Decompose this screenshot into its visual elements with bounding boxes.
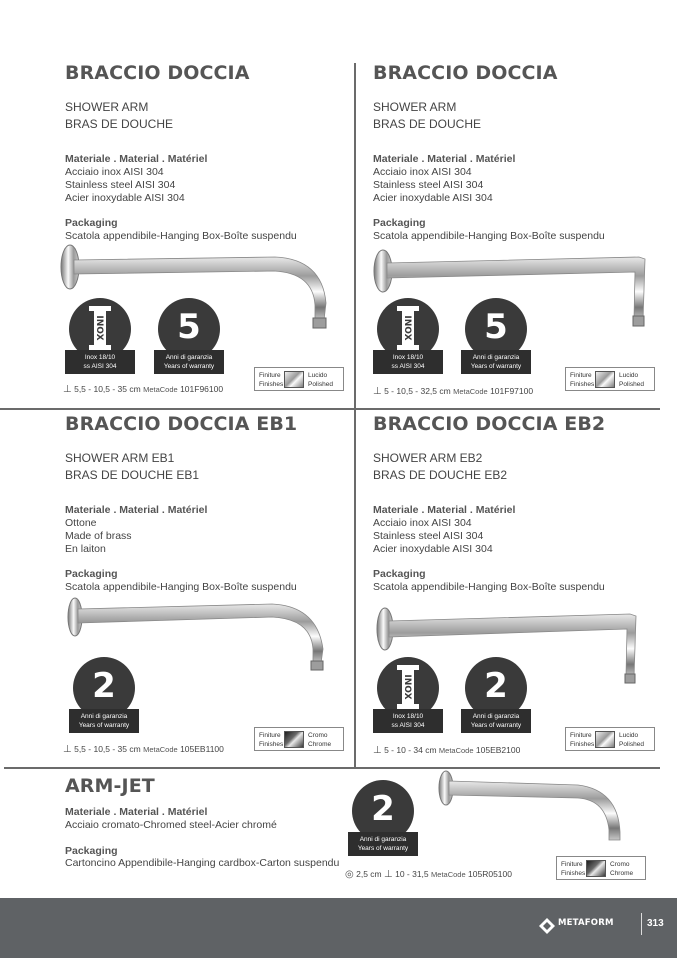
measures-row xyxy=(63,744,224,755)
measures: 5,5 - 10,5 - 35 cm xyxy=(74,744,141,754)
finish-name-en: Chrome xyxy=(308,741,332,748)
material-fr: En laiton xyxy=(65,543,106,555)
warranty-years: 5 xyxy=(177,307,201,347)
product-title: BRACCIO DOCCIA xyxy=(373,62,558,84)
svg-text:INOX: INOX xyxy=(402,674,412,700)
measures: 5,5 - 10,5 - 35 cm xyxy=(74,384,141,394)
warranty-years: 2 xyxy=(92,666,116,706)
finish-box xyxy=(565,367,655,391)
product-subtitle-en: SHOWER ARM xyxy=(65,100,149,114)
product-subtitle-en: SHOWER ARM xyxy=(373,100,457,114)
material-heading: Materiale . Material . Matériel xyxy=(373,504,516,516)
warranty-label-en: Years of warranty xyxy=(470,722,522,729)
footer-separator xyxy=(641,913,642,935)
metacode: 105EB1100 xyxy=(180,744,224,754)
warranty-label-en: Years of warranty xyxy=(470,363,522,370)
warranty-label-it: Anni di garanzia xyxy=(359,836,407,843)
finish-label-it: Finiture xyxy=(561,861,583,868)
measures-row xyxy=(63,384,223,395)
product-title: ARM-JET xyxy=(65,775,155,797)
metacode-label: MetaCode xyxy=(438,746,474,755)
packaging-text: Scatola appendibile-Hanging Box-Boîte suspendu xyxy=(65,581,297,593)
inox-grade: Inox 18/10 xyxy=(392,713,424,720)
packaging-heading: Packaging xyxy=(65,217,118,229)
finish-swatch-chrome xyxy=(284,731,304,748)
finish-name-en: Polished xyxy=(619,741,644,748)
product-subtitle-en: SHOWER ARM EB1 xyxy=(65,451,175,465)
warranty-years: 2 xyxy=(484,666,508,706)
packaging-heading: Packaging xyxy=(65,568,118,580)
packaging-heading: Packaging xyxy=(373,217,426,229)
diameter: 2,5 cm xyxy=(356,869,382,879)
packaging-heading: Packaging xyxy=(65,845,118,857)
finish-name-en: Chrome xyxy=(610,870,634,877)
packaging-text: Scatola appendibile-Hanging Box-Boîte suspendu xyxy=(65,230,297,242)
page-number: 313 xyxy=(647,918,664,929)
finish-name-it: Cromo xyxy=(610,861,630,868)
measures: 5 - 10 - 34 cm xyxy=(384,745,437,755)
metacode-label: MetaCode xyxy=(431,870,466,879)
material-it: Acciaio inox AISI 304 xyxy=(373,517,472,529)
inox-grade: Inox 18/10 xyxy=(392,354,424,361)
finish-swatch-polished xyxy=(284,371,304,388)
finish-box xyxy=(254,727,344,751)
finish-swatch-polished xyxy=(595,371,615,388)
metaform-logo xyxy=(539,916,555,936)
brand-name: METAFORM xyxy=(558,918,614,928)
diameter-icon: ◎ xyxy=(345,869,354,880)
packaging-heading: Packaging xyxy=(373,568,426,580)
warranty-badge xyxy=(461,298,531,373)
finish-name-en: Polished xyxy=(308,381,333,388)
warranty-years: 5 xyxy=(484,307,508,347)
warranty-label-it: Anni di garanzia xyxy=(165,354,213,361)
finish-label-it: Finiture xyxy=(570,372,592,379)
metacode: 101F96100 xyxy=(180,384,224,394)
arm-jet-image xyxy=(438,770,628,850)
warranty-badge xyxy=(348,780,418,855)
material-fr: Acier inoxydable AISI 304 xyxy=(65,192,185,204)
warranty-badge xyxy=(154,298,224,373)
finish-name-it: Cromo xyxy=(308,732,328,739)
finish-box xyxy=(556,856,646,880)
dimension-icon: ⊥ xyxy=(384,869,393,880)
metacode-label: MetaCode xyxy=(453,387,488,396)
material-heading: Materiale . Material . Matériel xyxy=(65,153,208,165)
finish-label-en: Finishes xyxy=(259,741,284,748)
warranty-label-it: Anni di garanzia xyxy=(472,713,520,720)
inox-icon xyxy=(397,306,419,350)
divider-horizontal-1 xyxy=(0,408,660,410)
metacode: 105EB2100 xyxy=(475,745,521,755)
inox-badge xyxy=(373,298,443,373)
material-text: Acciaio cromato-Chromed steel-Acier chromé xyxy=(65,819,277,831)
finish-box xyxy=(565,727,655,751)
inox-spec: ss AISI 304 xyxy=(83,363,117,370)
inox-spec: ss AISI 304 xyxy=(391,363,425,370)
material-fr: Acier inoxydable AISI 304 xyxy=(373,192,493,204)
warranty-label-en: Years of warranty xyxy=(357,845,409,852)
warranty-label-en: Years of warranty xyxy=(78,722,130,729)
packaging-text: Scatola appendibile-Hanging Box-Boîte suspendu xyxy=(373,581,605,593)
finish-label-en: Finishes xyxy=(259,381,284,388)
inox-badge xyxy=(373,657,443,732)
product-subtitle-fr: BRAS DE DOUCHE EB1 xyxy=(65,468,200,482)
product-subtitle-fr: BRAS DE DOUCHE xyxy=(65,117,174,131)
divider-horizontal-2 xyxy=(4,767,660,769)
packaging-text: Scatola appendibile-Hanging Box-Boîte suspendu xyxy=(373,230,605,242)
dimension-icon: ⊥ xyxy=(373,745,382,756)
dimension-icon: ⊥ xyxy=(373,386,382,397)
finish-swatch-polished xyxy=(595,731,615,748)
warranty-label-en: Years of warranty xyxy=(163,363,215,370)
metacode-label: MetaCode xyxy=(143,745,178,754)
finish-swatch-chrome xyxy=(586,860,606,877)
material-heading: Materiale . Material . Matériel xyxy=(65,806,208,818)
material-en: Stainless steel AISI 304 xyxy=(373,530,484,542)
warranty-label-it: Anni di garanzia xyxy=(472,354,520,361)
finish-label-en: Finishes xyxy=(570,381,595,388)
finish-label-it: Finiture xyxy=(570,732,592,739)
finish-box xyxy=(254,367,344,391)
material-en: Stainless steel AISI 304 xyxy=(373,179,484,191)
svg-text:INOX: INOX xyxy=(402,315,412,341)
page-footer xyxy=(0,898,677,958)
finish-name-en: Polished xyxy=(619,381,644,388)
warranty-years: 2 xyxy=(371,789,395,829)
product-subtitle-en: SHOWER ARM EB2 xyxy=(373,451,483,465)
warranty-label-it: Anni di garanzia xyxy=(80,713,128,720)
product-subtitle-fr: BRAS DE DOUCHE EB2 xyxy=(373,468,508,482)
dimension-icon: ⊥ xyxy=(63,384,72,395)
material-it: Acciaio inox AISI 304 xyxy=(65,166,164,178)
material-heading: Materiale . Material . Matériel xyxy=(65,504,208,516)
finish-name-it: Lucido xyxy=(308,372,328,379)
divider-vertical-mid xyxy=(354,409,356,767)
material-en: Stainless steel AISI 304 xyxy=(65,179,176,191)
divider-vertical-top xyxy=(354,63,356,408)
warranty-badge xyxy=(69,657,139,732)
product-title: BRACCIO DOCCIA EB1 xyxy=(65,413,298,435)
measures-row xyxy=(373,386,533,397)
material-heading: Materiale . Material . Matériel xyxy=(373,153,516,165)
finish-label-it: Finiture xyxy=(259,732,281,739)
material-fr: Acier inoxydable AISI 304 xyxy=(373,543,493,555)
finish-label-en: Finishes xyxy=(570,741,595,748)
metacode: 101F97100 xyxy=(490,386,534,396)
finish-name-it: Lucido xyxy=(619,372,639,379)
finish-name-it: Lucido xyxy=(619,732,639,739)
finish-label-it: Finiture xyxy=(259,372,281,379)
dimension-icon: ⊥ xyxy=(63,744,72,755)
measures-row xyxy=(373,745,520,756)
inox-grade: Inox 18/10 xyxy=(84,354,116,361)
inox-icon xyxy=(89,306,111,350)
measures: 5 - 10,5 - 32,5 cm xyxy=(384,386,451,396)
inox-spec: ss AISI 304 xyxy=(391,722,425,729)
inox-badge xyxy=(65,298,135,373)
metacode: 105R05100 xyxy=(468,869,512,879)
warranty-badge xyxy=(461,657,531,732)
product-title: BRACCIO DOCCIA xyxy=(65,62,250,84)
finish-label-en: Finishes xyxy=(561,870,586,877)
material-en: Made of brass xyxy=(65,530,132,542)
svg-text:INOX: INOX xyxy=(94,315,104,341)
product-subtitle-fr: BRAS DE DOUCHE xyxy=(373,117,482,131)
metacode-label: MetaCode xyxy=(143,385,178,394)
measures: 10 - 31,5 xyxy=(395,869,429,879)
measures-row xyxy=(345,869,512,880)
packaging-text: Cartoncino Appendibile-Hanging cardbox-Carton suspendu xyxy=(65,857,340,869)
material-it: Ottone xyxy=(65,517,97,529)
inox-icon xyxy=(397,665,419,709)
material-it: Acciaio inox AISI 304 xyxy=(373,166,472,178)
product-title: BRACCIO DOCCIA EB2 xyxy=(373,413,606,435)
